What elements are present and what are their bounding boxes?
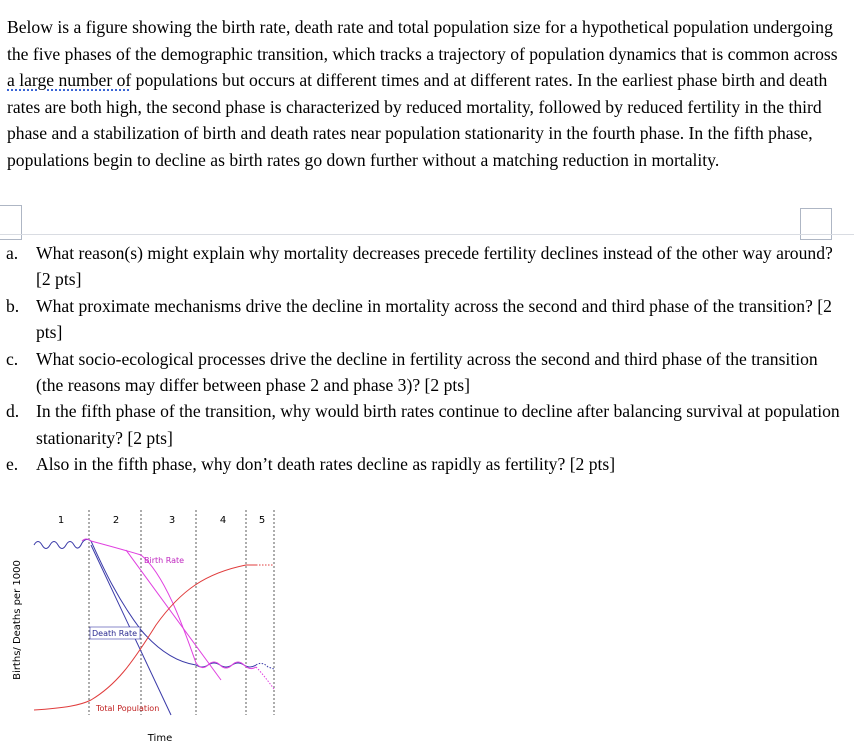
question-d bbox=[6, 398, 846, 451]
question-text: In the fifth phase of the transition, why would birth rates continue to decline after balancing survival at population stationarity? [2 pts] bbox=[36, 401, 840, 448]
question-c bbox=[6, 346, 846, 399]
intro-text-end: populations but occurs at different times and at different rates. In the earliest phase birth and death rates are both high, the second phase is characterized by reduced mortality, followed by reduced fertility in the third phase and a stabilization of birth and death rates near population stationarity in the fourth phase. In the fifth phase, populations begin to decline as birth rates go down further without a matching reduction in mortality. bbox=[7, 70, 828, 170]
section-divider bbox=[0, 234, 854, 235]
question-letter: e. bbox=[6, 454, 19, 475]
question-e bbox=[6, 451, 846, 477]
death-rate-label: Death Rate bbox=[92, 629, 138, 638]
question-b bbox=[6, 293, 846, 346]
right-selection-handle[interactable] bbox=[800, 208, 832, 240]
intro-link-phrase[interactable]: a large number of bbox=[7, 70, 132, 91]
intro-text-start: Below is a figure showing the birth rate, death rate and total population size for a hypothetical population undergoing the five phases of the demographic transition, which tracks a trajectory of population dynamics that is common across bbox=[7, 17, 838, 64]
question-text: Also in the fifth phase, why don’t death rates decline as rapidly as fertility? [2 pts] bbox=[36, 454, 616, 475]
figure-svg bbox=[6, 505, 286, 745]
birth-rate-label: Birth Rate bbox=[144, 556, 185, 565]
demographic-transition-figure bbox=[6, 505, 286, 745]
question-text: What proximate mechanisms drive the decline in mortality across the second and third phase of the transition? [2 pts] bbox=[36, 295, 832, 343]
death-rate-curve-dotted bbox=[256, 663, 274, 669]
question-a bbox=[6, 240, 846, 293]
question-letter: a. bbox=[6, 243, 19, 263]
birth-rate-curve-dotted bbox=[256, 667, 274, 689]
intro-paragraph bbox=[7, 14, 847, 174]
question-letter: d. bbox=[6, 401, 20, 422]
question-text: What socio-ecological processes drive the decline in fertility across the second and third phase of the transition (the reasons may differ between phase 2 and phase 3)? [2 pts] bbox=[36, 348, 818, 396]
phase-label: 5 bbox=[258, 515, 266, 526]
question-letter: b. bbox=[6, 295, 20, 316]
x-axis-label: Time bbox=[147, 733, 173, 744]
question-text: What reason(s) might explain why mortality decreases precede fertility declines instead of the other way around? [2 pts] bbox=[36, 243, 833, 290]
question-letter: c. bbox=[6, 348, 19, 369]
phase-label: 1 bbox=[57, 515, 65, 526]
y-axis-label: Births/ Deaths per 1000 bbox=[12, 560, 23, 680]
phase-label: 3 bbox=[168, 515, 176, 526]
birth-rate-drop-line bbox=[126, 550, 221, 680]
population-label: Total Population bbox=[96, 704, 160, 713]
phase-label: 2 bbox=[112, 515, 120, 526]
population-curve bbox=[34, 565, 256, 710]
question-list bbox=[6, 240, 846, 478]
phase-label: 4 bbox=[219, 515, 227, 526]
